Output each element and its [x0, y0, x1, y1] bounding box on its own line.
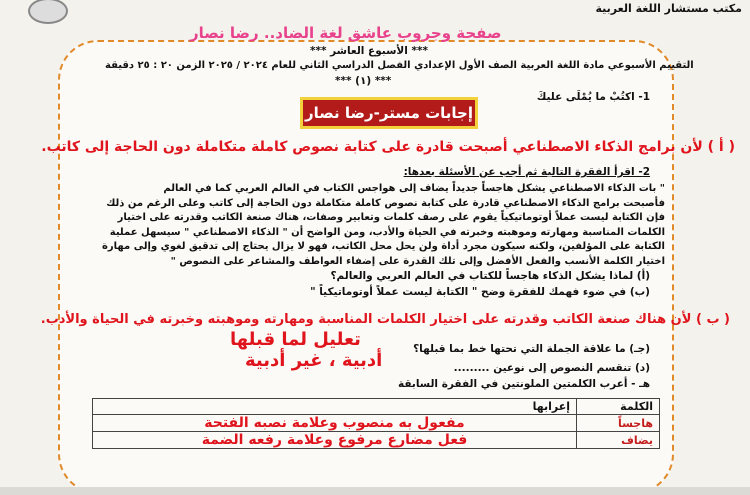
ministry-logo-icon	[28, 0, 68, 24]
passage	[102, 182, 665, 269]
table-cell-word: هاجساً	[577, 415, 660, 432]
answer-c: تعليل لما قبلها	[230, 329, 361, 350]
answers-banner: إجابات مستر-رضا نصار	[300, 97, 478, 129]
table-row	[93, 432, 660, 449]
table-cell-parse: فعل مضارع مرفوع وعلامة رفعه الضمة	[93, 432, 577, 449]
parsing-table	[92, 398, 660, 449]
answer-b-text: لأن هناك صنعة الكاتب وقدرته على اختيار الكلمات المناسبة ومهارته وموهبته وخبرته في الحياة والأدب.	[40, 312, 692, 327]
passage-line: اختيار الكلمة الأنسب والفعل الأفضل وإلى تلك القدرة على إضفاء العواطف والمشاعر على النصوص "	[170, 255, 665, 267]
table-row	[93, 415, 660, 432]
question-2: 2- اقرأ الفقرة التالية ثم أجب عن الأسئلة بعدها:	[403, 166, 650, 178]
answer-b-marker: ( ب )	[696, 312, 730, 327]
table-header-row	[93, 399, 660, 415]
office-label: مكتب مستشار اللغة العربية	[595, 2, 742, 15]
answer-a-marker: ( أ )	[707, 139, 735, 155]
exam-info: التقييم الأسبوعي مادة اللغة العربية الصف الأول الإعدادي الفصل الدراسي الثاني للعام ٢٠٢٤ / ٢٠٢٥ الزمن ٢٠ : ٢٥ دقيقة	[105, 60, 694, 71]
table-cell-parse: مفعول به منصوب وعلامة نصبه الفتحة	[93, 415, 577, 432]
page-edge	[0, 487, 750, 495]
passage-line: الكتابة على المؤلفين، ولكنه سيكون مجرد أداة ولن يحل محل الكاتب، فهو لا يزال يحتاج إلى تدقيق لغوي وإلى مهارة	[102, 241, 665, 252]
passage-line: الكلمات المناسبة ومهارته وموهبته وخبرته في الحياة والأدب، ومن الواضح أن " الذكاء الاصطناعي " سيسهل عملية	[109, 226, 665, 238]
week-title: *** الأسبوع العاشر ***	[310, 45, 428, 57]
site-title: صفحة وجروب عاشق لغة الضاد.. رضا نصار	[190, 24, 502, 42]
table-header-parse: إعرابها	[93, 399, 577, 415]
sub-question-c: (جـ) ما علاقة الجملة التي تحتها خط بما قبلها؟	[413, 343, 650, 355]
answer-a	[41, 139, 735, 155]
passage-line: فإن الكتابة ليست عملاً أوتوماتيكياً يقوم على رصف كلمات وتعابير وصفات، هناك صنعة الكاتب وقدرته على اختيار	[117, 212, 665, 223]
sub-question-b: (ب) في ضوء فهمك للفقرة وضح " الكتابة ليست عملاً أوتوماتيكياً "	[310, 286, 650, 298]
answer-a-text: لأن برامج الذكاء الاصطناعي أصبحت قادرة على كتابة نصوص كاملة متكاملة دون الحاجة إلى كاتب.	[41, 139, 703, 155]
answer-d: أدبية ، غير أدبية	[245, 350, 383, 371]
table-header-word: الكلمة	[577, 399, 660, 415]
sub-question-d: (د) تنقسم النصوص إلى نوعين .........	[453, 362, 650, 374]
table-cell-word: يضاف	[577, 432, 660, 449]
sub-question-a: (أ) لماذا يشكل الذكاء هاجساً للكتاب في العالم العربي والعالم؟	[330, 270, 650, 282]
exam-number: *** (١) ***	[335, 75, 392, 87]
sub-question-e: هـ - أعرب الكلمتين الملونتين في الفقرة السابقة	[398, 378, 650, 390]
passage-line: " بات الذكاء الاصطناعي يشكل هاجساً جديداً يضاف إلى هواجس الكتاب في العالم العربي كما في العالم	[163, 183, 665, 194]
passage-line: فأصبحت برامج الذكاء الاصطناعي قادرة على كتابة نصوص كاملة متكاملة دون الحاجة إلى كاتب وعلى الرغم من ذلك	[106, 197, 665, 209]
question-1: 1- اكتُبْ ما يُمْلَى عليكَ	[536, 91, 650, 103]
answer-b	[41, 312, 730, 327]
